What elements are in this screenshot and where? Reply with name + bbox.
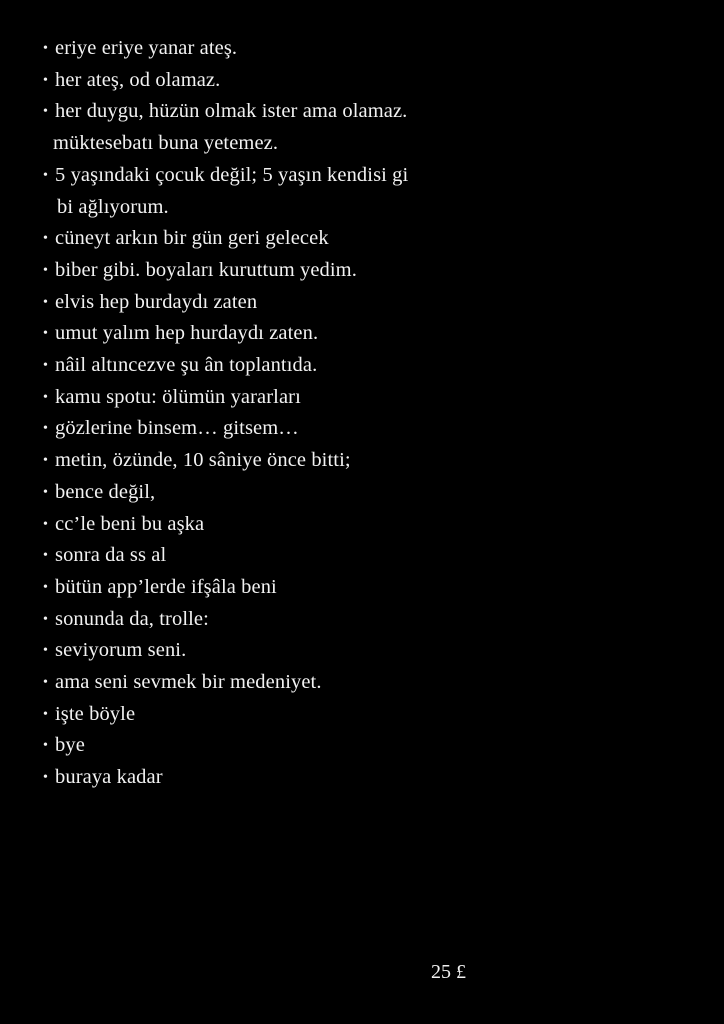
line-text: seviyorum seni. bbox=[55, 639, 187, 662]
poem-line bbox=[43, 223, 513, 255]
line-text: bence değil, bbox=[55, 480, 156, 503]
line-text: cüneyt arkın bir gün geri gelecek bbox=[55, 227, 329, 250]
poem-line bbox=[43, 540, 513, 572]
poem-line bbox=[43, 572, 513, 604]
line-text: bütün app’lerde ifşâla beni bbox=[55, 575, 277, 598]
line-text: gözlerine binsem… gitsem… bbox=[55, 417, 299, 440]
poem-lines bbox=[43, 33, 513, 794]
line-text: buraya kadar bbox=[55, 766, 163, 789]
bullet-mark: • bbox=[43, 675, 49, 691]
poem-line bbox=[43, 318, 513, 350]
poem-line bbox=[43, 33, 513, 65]
poem-line-continuation bbox=[43, 192, 513, 224]
bullet-mark: • bbox=[43, 643, 49, 659]
line-text: her ateş, od olamaz. bbox=[55, 68, 221, 91]
line-text: kamu spotu: ölümün yararları bbox=[55, 385, 301, 408]
line-text: 5 yaşındaki çocuk değil; 5 yaşın kendisi gi bbox=[55, 163, 409, 186]
line-text: biber gibi. boyaları kuruttum yedim. bbox=[55, 258, 357, 281]
line-text: sonra da ss al bbox=[55, 544, 167, 567]
line-text: bye bbox=[55, 734, 85, 757]
bullet-mark: • bbox=[43, 770, 49, 786]
line-text: elvis hep burdaydı zaten bbox=[55, 290, 258, 313]
poem-line bbox=[43, 287, 513, 319]
bullet-mark: • bbox=[43, 548, 49, 564]
bullet-mark: • bbox=[43, 611, 49, 627]
poem-line bbox=[43, 160, 513, 192]
line-text: her duygu, hüzün olmak ister ama olamaz. bbox=[55, 100, 408, 123]
page-number: 25 £ bbox=[431, 961, 466, 983]
line-text: nâil altıncezve şu ân toplantıda. bbox=[55, 354, 318, 377]
poem-line bbox=[43, 96, 513, 128]
poem-line bbox=[43, 762, 513, 794]
line-text: umut yalım hep hurdaydı zaten. bbox=[55, 322, 319, 345]
poem-line bbox=[43, 477, 513, 509]
bullet-mark: • bbox=[43, 326, 49, 342]
bullet-mark: • bbox=[43, 453, 49, 469]
bullet-mark: • bbox=[43, 421, 49, 437]
line-text: işte böyle bbox=[55, 702, 136, 725]
line-text: metin, özünde, 10 sâniye önce bitti; bbox=[55, 449, 351, 472]
bullet-mark: • bbox=[43, 72, 49, 88]
poem-line bbox=[43, 699, 513, 731]
poem-line-continuation bbox=[43, 128, 513, 160]
poem-line bbox=[43, 509, 513, 541]
bullet-mark: • bbox=[43, 516, 49, 532]
line-text: ama seni sevmek bir medeniyet. bbox=[55, 671, 322, 694]
poem-line bbox=[43, 255, 513, 287]
bullet-mark: • bbox=[43, 738, 49, 754]
bullet-mark: • bbox=[43, 294, 49, 310]
poem-line bbox=[43, 604, 513, 636]
bullet-mark: • bbox=[43, 389, 49, 405]
bullet-mark: • bbox=[43, 579, 49, 595]
poem-line bbox=[43, 413, 513, 445]
poem-line bbox=[43, 445, 513, 477]
poem-line bbox=[43, 382, 513, 414]
line-text: eriye eriye yanar ateş. bbox=[55, 37, 238, 59]
poem-line bbox=[43, 350, 513, 382]
bullet-mark: • bbox=[43, 41, 49, 56]
bullet-mark: • bbox=[43, 262, 49, 278]
bullet-mark: • bbox=[43, 706, 49, 722]
poem-line bbox=[43, 635, 513, 667]
line-text: müktesebatı buna yetemez. bbox=[53, 132, 279, 155]
poem-line bbox=[43, 667, 513, 699]
bullet-mark: • bbox=[43, 104, 49, 120]
poem-line bbox=[43, 65, 513, 97]
bullet-mark: • bbox=[43, 484, 49, 500]
line-text: sonunda da, trolle: bbox=[55, 607, 209, 630]
line-text: bi ağlıyorum. bbox=[57, 195, 169, 218]
bullet-mark: • bbox=[43, 358, 49, 374]
poem-line bbox=[43, 730, 513, 762]
bullet-mark: • bbox=[43, 231, 49, 247]
bullet-mark: • bbox=[43, 167, 49, 183]
line-text: cc’le beni bu aşka bbox=[55, 512, 205, 535]
